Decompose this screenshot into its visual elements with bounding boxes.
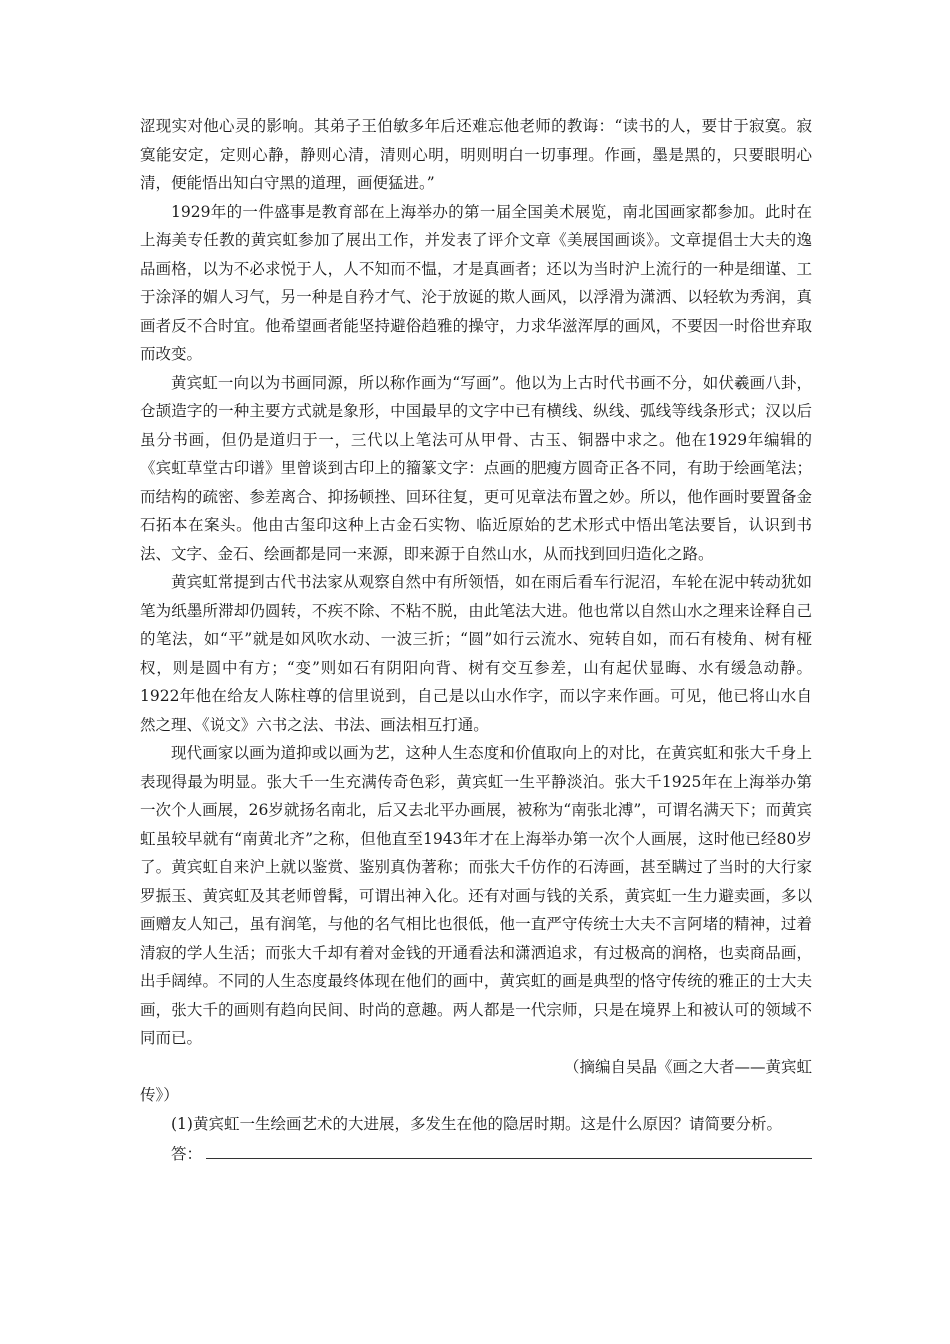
- question-text: (1)黄宾虹一生绘画艺术的大进展，多发生在他的隐居时期。这是什么原因？请简要分析。: [171, 1114, 782, 1133]
- source-citation: （摘编自吴晶《画之大者——黄宾虹: [563, 1057, 812, 1076]
- paragraph: 现代画家以画为道抑或以画为艺，这种人生态度和价值取向上的对比，在黄宾虹和张大千身上表现得最为明显。张大千一生充满传奇色彩，黄宾虹一生平静淡泊。张大千1925年在上海举办第一次个人画展，26岁就扬名南北，后又去北平办画展，被称为“南张北溥”，可谓名满天下；而黄宾虹虽较早就有“南黄北齐”之称，但他直至1943年才在上海举办第一次个人画展，这时他已经80岁了。黄宾虹自来沪上就以鉴赏、鉴别真伪著称；而张大千仿作的石涛画，甚至瞒过了当时的大行家罗振玉、黄宾虹及其老师曾髯，可谓出神入化。还有对画与钱的关系，黄宾虹一生力避卖画，多以画赠友人知己，虽有润笔，与他的名气相比也很低，他一直严守传统士大夫不言阿堵的精神，过着清寂的学人生活；而张大千却有着对金钱的开通看法和潇洒追求，有过极高的润格，也卖商品画，出手阔绰。不同的人生态度最终体现在他们的画中，黄宾虹的画是典型的恪守传统的雅正的士大夫画，张大千的画则有趋向民间、时尚的意趣。两人都是一代宗师，只是在境界上和被认可的领域不同而已。: [140, 744, 812, 1047]
- paragraph: 黄宾虹一向以为书画同源，所以称作画为“写画”。他以为上古时代书画不分，如伏羲画八卦，仓颉造字的一种主要方式就是象形，中国最早的文字中已有横线、纵线、弧线等线条形式；汉以后虽分书画，但仍是道归于一，三代以上笔法可从甲骨、古玉、铜器中求之。他在1929年编辑的《宾虹草堂古印谱》里曾谈到古印上的籀篆文字：点画的肥瘦方圆奇正各不同，有助于绘画笔法；而结构的疏密、参差离合、抑扬顿挫、回环往复，更可见章法布置之妙。所以，他作画时要置备金石拓本在案头。他由古玺印这种上古金石实物、临近原始的艺术形式中悟出笔法要旨，认识到书法、文字、金石、绘画都是同一来源，即来源于自然山水，从而找到回归造化之路。: [140, 373, 812, 563]
- paragraph: 涩现实对他心灵的影响。其弟子王伯敏多年后还难忘他老师的教诲：“读书的人，要甘于寂寞。寂寞能安定，定则心静，静则心清，清则心明，明则明白一切事理。作画，墨是黑的，只要眼明心清，便能悟出知白守黑的道理，画便猛进。”: [140, 117, 812, 192]
- answer-blank-line[interactable]: [206, 1138, 812, 1159]
- answer-label: 答：: [171, 1145, 203, 1163]
- paragraph: 1929年的一件盛事是教育部在上海举办的第一届全国美术展览，南北国画家都参加。此时在上海美专任教的黄宾虹参加了展出工作，并发表了评介文章《美展国画谈》。文章提倡士大夫的逸品画格，以为不必求悦于人，人不知而不愠，才是真画者；还以为当时沪上流行的一种是细谨、工于涂泽的媚人习气，另一种是自矜才气、沦于放诞的欺人画风，以浮滑为潇洒、以轻软为秀润，真画者反不合时宜。他希望画者能坚持避俗趋雅的操守，力求华滋浑厚的画风，不要因一时俗世弃取而改变。: [140, 202, 812, 363]
- paragraph: 黄宾虹常提到古代书法家从观察自然中有所领悟，如在雨后看车行泥沼，车轮在泥中转动犹如笔为纸墨所滞却仍圆转，不疾不除、不粘不脱，由此笔法大进。他也常以自然山水之理来诠释自己的笔法，如“平”就是如风吹水动、一波三折；“圆”如行云流水、宛转自如，而石有棱角、树有桠杈，则是圆中有方；“变”则如石有阴阳向背、树有交互参差，山有起伏显晦、水有缓急动静。1922年他在给友人陈柱尊的信里说到，自己是以山水作字，而以字来作画。可见，他已将山水自然之理、《说文》六书之法、书法、画法相互打通。: [140, 573, 812, 734]
- answer-row: [140, 1138, 812, 1169]
- document-page: [140, 112, 812, 1169]
- source-citation-tail: 传》）: [140, 1086, 179, 1104]
